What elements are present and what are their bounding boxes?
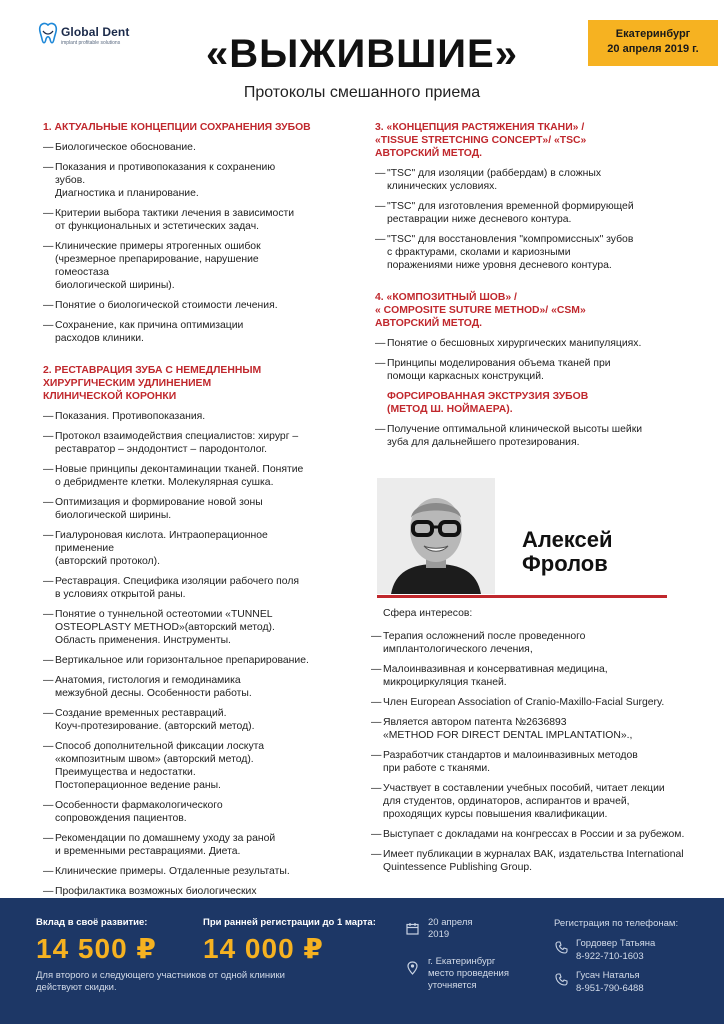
logo-tagline: implant profitable solutions [61, 40, 121, 46]
list-item: — Оптимизация и формирование новой зоны биологической ширины. [43, 496, 343, 522]
section-2-list [43, 410, 343, 911]
speaker-divider [377, 595, 667, 598]
phone-icon [555, 941, 568, 954]
list-item: — Новые принципы деконтаминации тканей. Понятие о дебридменте клетки. Молекулярная сушка. [43, 463, 343, 489]
contact-2-name: Гусач Наталья [576, 970, 640, 981]
section-3-title: 3. «КОНЦЕПЦИЯ РАСТЯЖЕНИЯ ТКАНИ» / «TISSUE STRETCHING CONCEPT»/ «TSC» АВТОРСКИЙ МЕТОД. [375, 122, 587, 159]
list-item: — Рекомендации по домашнему уходу за раной и временными реставрациями. Диета. [43, 832, 343, 858]
list-item: — Особенности фармакологического сопровождения пациентов. [43, 799, 343, 825]
section-4-title: 4. «КОМПОЗИТНЫЙ ШОВ» / « COMPOSITE SUTURE METHOD»/ «CSM» АВТОРСКИЙ МЕТОД. [375, 292, 586, 329]
section-5-title: ФОРСИРОВАННАЯ ЭКСТРУЗИЯ ЗУБОВ (МЕТОД Ш. НОЙМАЕРА). [387, 391, 589, 415]
list-item: — Реставрация. Специфика изоляции рабочего поля в условиях открытой раны. [43, 575, 343, 601]
list-item: — Протокол взаимодействия специалистов: хирург – реставратор – эндодонтист – пародонтолог. [43, 430, 343, 456]
list-item: — Анатомия, гистология и гемодинамика межзубной десны. Особенности работы. [43, 674, 343, 700]
event-place: г. Екатеринбург место проведения уточняется [428, 956, 509, 991]
list-item: — Является автором патента №2636893 «METHOD FOR DIRECT DENTAL IMPLANTATION»., [371, 716, 701, 742]
list-item: — "TSC" для восстановления "компромиссных" зубов с фрактурами, сколами и кариозными поражениями ниже уровня десневого контура. [375, 233, 675, 272]
list-item: — Выступает с докладами на конгрессах в России и за рубежом. [371, 828, 701, 841]
early-label: При ранней регистрации до 1 марта: [203, 917, 376, 928]
section-4-list [375, 337, 675, 383]
page-title: «ВЫЖИВШИЕ» [206, 32, 518, 76]
logo-name: Global Dent [61, 25, 130, 39]
contact-2-phone[interactable]: 8-951-790-6488 [576, 983, 644, 994]
list-item: — "TSC" для изготовления временной формирующей реставрации ниже десневого контура. [375, 200, 675, 226]
left-column [43, 121, 343, 918]
invest-label: Вклад в своё развитие: [36, 917, 148, 928]
list-item: — Клинические примеры ятрогенных ошибок (чрезмерное препарирование, нарушение гомеостаза биологической ширины). [43, 240, 343, 292]
list-item: — Гиалуроновая кислота. Интраоперационное применение (авторский протокол). [43, 529, 343, 568]
contact-1-phone[interactable]: 8-922-710-1603 [576, 951, 644, 962]
section-5-list [375, 423, 675, 449]
speaker-bio [371, 607, 701, 881]
section-2-title: 2. РЕСТАВРАЦИЯ ЗУБА С НЕМЕДЛЕННЫМ ХИРУРГИЧЕСКИМ УДЛИНЕНИЕМ КЛИНИЧЕСКОЙ КОРОНКИ [43, 365, 262, 402]
footer [0, 898, 724, 1024]
list-item: — Терапия осложнений после проведенного имплантологического лечения, [371, 630, 701, 656]
section-3-list [375, 167, 675, 272]
speaker-portrait-icon [377, 478, 495, 594]
section-1-list [43, 141, 343, 345]
phone-label: Регистрация по телефонам: [554, 918, 679, 929]
list-item: — Показания и противопоказания к сохранению зубов. Диагностика и планирование. [43, 161, 343, 200]
list-item: — Создание временных реставраций. Коуч-протезирование. (авторский метод). [43, 707, 343, 733]
right-column [375, 121, 675, 456]
early-price: 14 000 ₽ [203, 933, 324, 964]
event-city: Екатеринбург [615, 28, 691, 40]
list-item: — Понятие о бесшовных хирургических манипуляциях. [375, 337, 675, 350]
speaker-card [377, 478, 667, 598]
list-item: — Малоинвазивная и консервативная медицина, микроциркуляция тканей. [371, 663, 701, 689]
list-item: — Понятие о туннельной остеотомии «TUNNEL OSTEOPLASTY METHOD»(авторский метод). Область применения. Инструменты. [43, 608, 343, 647]
list-item: — Вертикальное или горизонтальное препарирование. [43, 654, 343, 667]
invest-price: 14 500 ₽ [36, 933, 157, 964]
list-item: — Понятие о биологической стоимости лечения. [43, 299, 343, 312]
list-item: — "TSC" для изоляции (раббердам) в сложных клинических условиях. [375, 167, 675, 193]
list-item: — Способ дополнительной фиксации лоскута «композитным швом» (авторский метод). Преимущества и недостатки. Постоперационное ведение раны. [43, 740, 343, 792]
interests-list [371, 630, 701, 874]
event-date-footer: 20 апреля 2019 [428, 917, 473, 940]
contact-1-name: Гордовер Татьяна [576, 938, 656, 949]
list-item: — Получение оптимальной клинической высоты шейки зуба для дальнейшего протезирования. [375, 423, 675, 449]
list-item: — Показания. Противопоказания. [43, 410, 343, 423]
list-item: — Клинические примеры. Отдаленные результаты. [43, 865, 343, 878]
list-item: — Профилактика возможных биологических [43, 885, 343, 911]
page-subtitle: Протоколы смешанного приема [243, 84, 481, 101]
list-item: — Имеет публикации в журналах ВАК, издательства International Quintessence Publishing Group. [371, 848, 701, 874]
speaker-photo [377, 478, 495, 594]
list-item: — Участвует в составлении учебных пособий, читает лекции для студентов, ординаторов, аспирантов и врачей, проходящих курсы повышения квалификации. [371, 782, 701, 821]
phone-icon [555, 973, 568, 986]
list-item: — Биологическое обоснование. [43, 141, 343, 154]
list-item: — Критерии выбора тактики лечения в зависимости от функциональных и эстетических задач. [43, 207, 343, 233]
location-pin-icon [407, 961, 418, 975]
list-item: — Сохранение, как причина оптимизации расходов клиники. [43, 319, 343, 345]
discount-note: Для второго и следующего участников от одной клиники действуют скидки. [36, 970, 285, 993]
calendar-icon [406, 922, 419, 935]
list-item: — Принципы моделирования объема тканей при помощи каркасных конструкций. [375, 357, 675, 383]
interests-label: Сфера интересов: [383, 608, 473, 619]
speaker-name: Алексей Фролов [522, 527, 613, 576]
event-date: 20 апреля 2019 г. [607, 43, 699, 55]
list-item: — Член European Association of Cranio-Maxillo-Facial Surgery. [371, 696, 701, 709]
section-1-title: 1. АКТУАЛЬНЫЕ КОНЦЕПЦИИ СОХРАНЕНИЯ ЗУБОВ [43, 122, 311, 133]
list-item: — Разработчик стандартов и малоинвазивных методов при работе с тканями. [371, 749, 701, 775]
